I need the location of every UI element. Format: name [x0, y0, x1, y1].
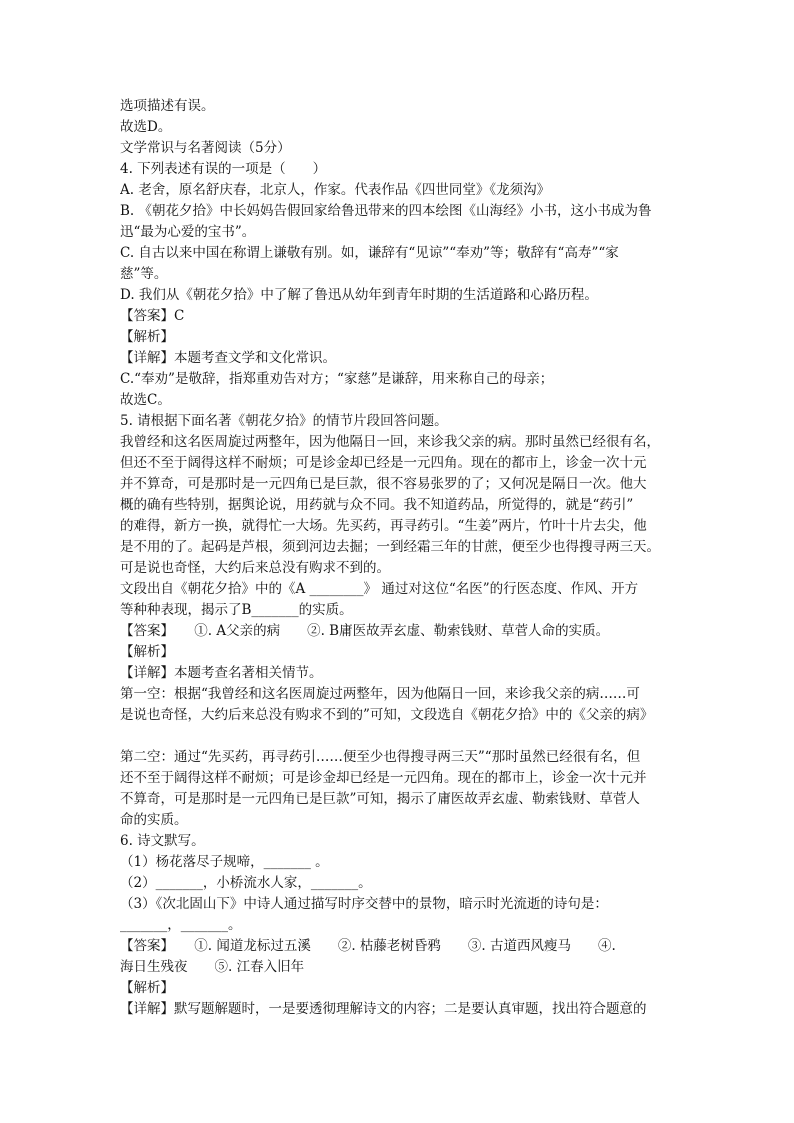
text-line: 是说也奇怪，大约后来总没有购求不到的”可知，文段选自《朝花夕拾》中的《父亲的病》 — [120, 707, 654, 723]
passage-line: 并不算奇，可是那时是一元四角已是巨款，很不容易张罗的了；又何况是隔日一次。他大 — [120, 476, 647, 492]
poem-item-1: （1）杨花落尽子规啼，_______ 。 — [120, 854, 329, 870]
text-line: 故选D。 — [120, 119, 172, 135]
answer-label: 【答案】 ①. A父亲的病 ②. B庸医故弄玄虚、勒索钱财、草菅人命的实质。 — [120, 623, 610, 639]
option-d: D. 我们从《朝花夕拾》中了解了鲁迅从幼年到青年时期的生活道路和心路历程。 — [120, 287, 598, 303]
passage-line: 但还不至于阔得这样不耐烦；可是诊金却已经是一元四角。现在的都市上，诊金一次十元 — [120, 455, 647, 471]
analysis-label: 【解析】 — [120, 329, 174, 345]
passage-line: 我曾经和这名医周旋过两整年，因为他隔日一回，来诊我父亲的病。那时虽然已经很有名， — [120, 434, 660, 450]
passage-line: 可是说也奇怪，大约后来总没有购求不到的。 — [120, 560, 390, 576]
poem-item-3-blanks: _______，_______。 — [120, 917, 242, 933]
text-line: 第二空：通过“先买药，再寻药引……便至少也得搜寻两三天”“那时虽然已经很有名，但 — [120, 749, 641, 765]
question-4: 4. 下列表述有误的一项是（ ） — [120, 161, 327, 177]
detail-label: 【详解】默写题解题时，一是要透彻理解诗文的内容；二是要认真审题，找出符合题意的 — [120, 1001, 647, 1017]
text-line: 不算奇，可是那时是一元四角已是巨款”可知，揭示了庸医故弄玄虚、勒索钱财、草菅人 — [120, 791, 640, 807]
text-line: 命的实质。 — [120, 812, 188, 828]
section-heading: 文学常识与名著阅读（5分） — [120, 140, 291, 156]
passage-line: 概的确有些特别，据舆论说，用药就与众不同。我不知道药品，所觉得的，就是“药引” — [120, 497, 634, 513]
text-line: 还不至于阔得这样不耐烦；可是诊金却已经是一元四角。现在的都市上，诊金一次十元并 — [120, 770, 647, 786]
option-c: C. 自古以来中国在称谓上谦敬有别。如，谦辞有“见谅”“奉劝”等；敬辞有“高寿”“家 — [120, 245, 619, 261]
text-line: 第一空：根据“我曾经和这名医周旋过两整年，因为他隔日一回，来诊我父亲的病……可 — [120, 686, 640, 702]
text-line: 选项描述有误。 — [120, 98, 215, 114]
detail-label: 【详解】本题考查文学和文化常识。 — [120, 350, 336, 366]
blank-line — [120, 726, 674, 747]
answer-label: 【答案】 ①. 闻道龙标过五溪 ②. 枯藤老树昏鸦 ③. 古道西风瘦马 ④. — [120, 938, 616, 954]
analysis-label: 【解析】 — [120, 644, 174, 660]
analysis-label: 【解析】 — [120, 980, 174, 996]
fill-question-cont: 等种种表现，揭示了B_______的实质。 — [120, 602, 353, 618]
question-5: 5. 请根据下面名著《朝花夕拾》的情节片段回答问题。 — [120, 413, 448, 429]
fill-question: 文段出自《朝花夕拾》中的《A ________》 通过对这位“名医”的行医态度、作风、开方 — [120, 581, 639, 597]
answer-label: 【答案】C — [120, 308, 185, 324]
passage-line: 的难得，新方一换，就得忙一大场。先买药，再寻药引。“生姜”两片，竹叶十片去尖，他 — [120, 518, 647, 534]
poem-item-3: （3）《次北固山下》中诗人通过描写时序交替中的景物，暗示时光流逝的诗句是： — [120, 896, 608, 912]
detail-label: 【详解】本题考查名著相关情节。 — [120, 665, 323, 681]
text-line: 故选C。 — [120, 392, 171, 408]
poem-item-2: （2）_______，小桥流水人家，_______。 — [120, 875, 372, 891]
text-line: C.“奉劝”是敬辞，指郑重劝告对方；“家慈”是谦辞，用来称自己的母亲； — [120, 371, 554, 387]
passage-line: 是不用的了。起码是芦根，须到河边去掘；一到经霜三年的甘蔗，便至少也得搜寻两三天。 — [120, 539, 660, 555]
option-a: A. 老舍，原名舒庆春，北京人，作家。代表作品《四世同堂》《龙须沟》 — [120, 182, 551, 198]
option-b: B. 《朝花夕拾》中长妈妈告假回家给鲁迅带来的四本绘图《山海经》小书，这小书成为鲁 — [120, 203, 652, 219]
option-c-cont: 慈”等。 — [120, 266, 168, 282]
option-b-cont: 迅“最为心爱的宝书”。 — [120, 224, 256, 240]
answer-cont: 海日生残夜 ⑤. 江春入旧年 — [120, 959, 305, 975]
question-6: 6. 诗文默写。 — [120, 833, 205, 849]
